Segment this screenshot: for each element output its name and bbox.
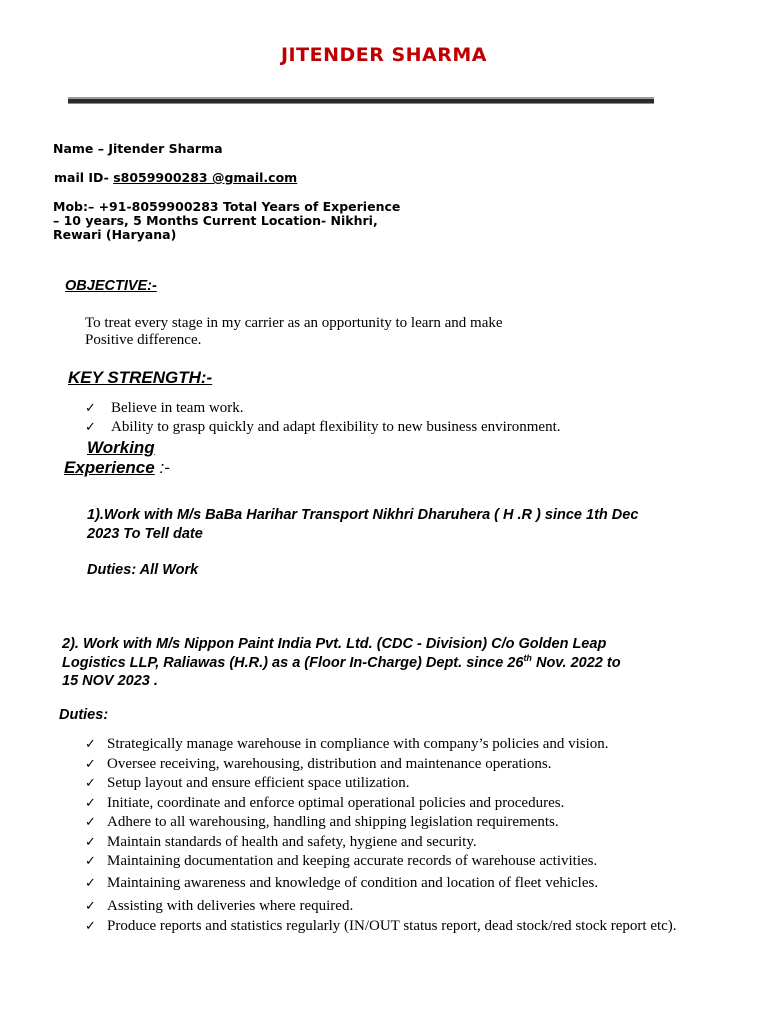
list-item (85, 419, 561, 438)
duty-text: Maintaining awareness and knowledge of condition and location of fleet vehicles. (107, 875, 599, 891)
mail-label: mail ID- (54, 170, 114, 185)
objective-line-1: To treat every stage in my carrier as an opportunity to learn and make (85, 315, 503, 331)
duty-text: Assisting with deliveries where required. (107, 898, 354, 914)
job-2-duties-list (85, 736, 677, 937)
list-item (85, 756, 677, 776)
job-2-line-1: 2). Work with M/s Nippon Paint India Pvt. Ltd. (CDC - Division) C/o Golden Leap (62, 636, 607, 652)
list-item (85, 875, 677, 898)
header-divider (68, 97, 654, 104)
working-heading-line-2 (64, 458, 170, 478)
objective-line-2: Positive difference. (85, 332, 202, 348)
list-item (85, 775, 677, 795)
job-2-title (62, 635, 621, 691)
duty-text: Oversee receiving, warehousing, distribution and maintenance operations. (107, 755, 552, 772)
list-item (85, 400, 561, 419)
job-1-line-2: 2023 To Tell date (87, 525, 203, 542)
job-1-title (87, 506, 638, 543)
key-strength-heading (68, 368, 212, 388)
mob-line-3: Rewari (Haryana) (53, 227, 177, 242)
list-item (85, 853, 677, 875)
objective-text (85, 315, 503, 349)
email-link[interactable]: s8059900283 @gmail.com (113, 170, 298, 185)
check-mark-icon: ✓ (85, 795, 96, 811)
check-mark-icon: ✓ (85, 899, 96, 914)
check-mark-icon: ✓ (85, 420, 96, 435)
check-mark-icon: ✓ (85, 401, 96, 416)
duty-text: Maintain standards of health and safety, hygiene and security. (107, 833, 477, 850)
working-heading-line-1: Working (87, 438, 155, 457)
list-item (85, 898, 677, 918)
job-2-line-3: 15 NOV 2023 . (62, 673, 158, 689)
page-title: JITENDER SHARMA (280, 44, 487, 66)
duty-text: Adhere to all warehousing, handling and shipping legislation requirements. (107, 814, 559, 830)
mob-block (53, 200, 400, 242)
job-2-line-2-a: Logistics LLP, Raliawas (H.R.) as a (Floor In-Charge) Dept. since 26 (62, 654, 524, 671)
mob-line-1: Mob:– +91-8059900283 Total Years of Experience (53, 199, 401, 214)
name-line: Name – Jitender Sharma (53, 141, 223, 156)
job-2-line-2 (62, 654, 621, 673)
key-strength-heading-text: KEY STRENGTH:- (68, 368, 213, 387)
list-item (85, 814, 677, 834)
check-mark-icon: ✓ (85, 737, 96, 752)
duty-text: Setup layout and ensure efficient space utilization. (107, 775, 410, 791)
duty-text: Produce reports and statistics regularly (IN/OUT status report, dead stock/red stock report etc). (107, 917, 677, 934)
list-item-text: Believe in team work. (111, 400, 244, 416)
job-2-line-2-b: Nov. 2022 to (531, 654, 621, 671)
working-heading-word: Experience (64, 458, 155, 477)
job-1-duties: Duties: All Work (87, 562, 199, 578)
job-2-superscript: th (523, 652, 532, 663)
check-mark-icon: ✓ (85, 776, 96, 791)
objective-heading: OBJECTIVE:- (65, 278, 157, 294)
mob-line-2: – 10 years, 5 Months Current Location- Nikhri, (53, 213, 378, 228)
check-mark-icon: ✓ (85, 815, 96, 830)
list-item (85, 834, 677, 854)
list-item (85, 795, 677, 815)
list-item (85, 736, 677, 756)
mail-line (54, 171, 297, 185)
check-mark-icon: ✓ (85, 756, 96, 772)
working-heading-suffix: :- (154, 458, 170, 477)
duty-text: Maintaining documentation and keeping accurate records of warehouse activities. (107, 853, 598, 869)
key-strength-list (85, 400, 561, 438)
check-mark-icon: ✓ (85, 854, 96, 869)
list-item-text: Ability to grasp quickly and adapt flexibility to new business environment. (111, 419, 561, 435)
check-mark-icon: ✓ (85, 834, 96, 850)
duty-text: Strategically manage warehouse in compliance with company’s policies and vision. (107, 736, 609, 752)
job-2-duties-heading: Duties: (59, 707, 109, 723)
job-1-line-1: 1).Work with M/s BaBa Harihar Transport Nikhri Dharuhera ( H .R ) since 1th Dec (87, 507, 639, 523)
check-mark-icon: ✓ (85, 918, 96, 934)
list-item (85, 918, 677, 938)
check-mark-icon: ✓ (85, 876, 96, 891)
duty-text: Initiate, coordinate and enforce optimal operational policies and procedures. (107, 794, 565, 811)
